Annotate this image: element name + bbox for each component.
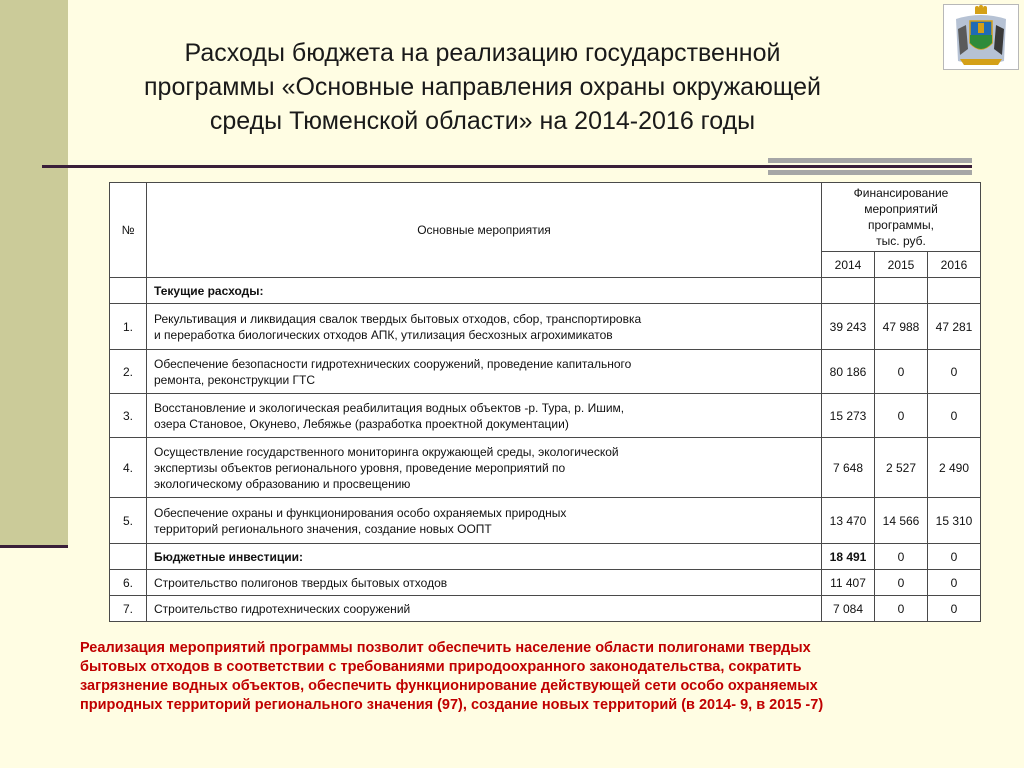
row-description (147, 350, 822, 394)
row-description-line: Обеспечение охраны и функционирования особо охраняемых природных (154, 505, 567, 520)
row-description-line: экспертизы объектов регионального уровня, проведение мероприятий по (154, 460, 566, 475)
row-number: 3. (110, 394, 147, 438)
header-financing-line: Финансирование мероприятий (853, 186, 949, 216)
table-cell (875, 278, 928, 304)
header-year: 2014 (822, 252, 875, 278)
section-row-current (110, 278, 981, 304)
gray-accent-bar (768, 158, 972, 163)
value-2015: 47 988 (875, 304, 928, 350)
value-2015: 0 (875, 596, 928, 622)
value-2015: 14 566 (875, 498, 928, 544)
title-line: среды Тюменской области» на 2014-2016 годы (209, 107, 756, 135)
gray-accent-bar (768, 170, 972, 175)
summary-line: загрязнение водных объектов, обеспечить функционирование действующей сети особо охраняемых (80, 678, 818, 694)
table-row (110, 350, 981, 394)
coat-of-arms-icon (943, 4, 1019, 70)
row-description-line: Обеспечение безопасности гидротехнических сооружений, проведение капитального (154, 356, 632, 371)
row-description-line: территорий регионального значения, создание новых ООПТ (154, 521, 492, 536)
row-description (147, 438, 822, 498)
table-cell (822, 278, 875, 304)
row-number: 2. (110, 350, 147, 394)
row-description (147, 304, 822, 350)
row-number: 5. (110, 498, 147, 544)
row-description: Строительство гидротехнических сооружений (147, 596, 822, 622)
row-number: 1. (110, 304, 147, 350)
value-2016: 0 (928, 394, 981, 438)
row-number: 6. (110, 570, 147, 596)
section-label: Бюджетные инвестиции: (147, 544, 822, 570)
section-label: Текущие расходы: (147, 278, 822, 304)
table-cell (928, 278, 981, 304)
left-band-rule (0, 545, 68, 548)
value-2015: 0 (875, 544, 928, 570)
value-2015: 0 (875, 350, 928, 394)
table-row (110, 596, 981, 622)
row-description-line: Рекультивация и ликвидация свалок твердых бытовых отходов, сбор, транспортировка (154, 311, 642, 326)
summary-line: Реализация мероприятий программы позволит обеспечить население области полигонами твердых (80, 640, 811, 656)
row-description-line: Восстановление и экологическая реабилитация водных объектов -р. Тура, р. Ишим, (154, 400, 625, 415)
value-2016: 0 (928, 544, 981, 570)
row-description-line: ремонта, реконструкции ГТС (154, 372, 316, 387)
value-2016: 15 310 (928, 498, 981, 544)
row-number: 7. (110, 596, 147, 622)
header-activities: Основные мероприятия (147, 183, 822, 278)
title-line: программы «Основные направления охраны окружающей (144, 73, 821, 101)
left-decorative-band (0, 0, 68, 545)
value-2016: 0 (928, 596, 981, 622)
summary-note (80, 639, 980, 715)
header-year: 2016 (928, 252, 981, 278)
row-description-line: озера Становое, Окунево, Лебяжье (разработка проектной документации) (154, 416, 569, 431)
row-number: 4. (110, 438, 147, 498)
page-title (100, 36, 865, 138)
header-year: 2015 (875, 252, 928, 278)
value-2016: 2 490 (928, 438, 981, 498)
table-cell (110, 278, 147, 304)
value-2014: 39 243 (822, 304, 875, 350)
value-2015: 2 527 (875, 438, 928, 498)
value-2015: 0 (875, 394, 928, 438)
value-2016: 47 281 (928, 304, 981, 350)
row-description-line: и переработка биологических отходов АПК, утилизация бесхозных агрохимикатов (154, 327, 613, 342)
row-description-line: экологическому образованию и просвещению (154, 476, 411, 491)
table-row (110, 438, 981, 498)
value-2014: 18 491 (822, 544, 875, 570)
row-description: Строительство полигонов твердых бытовых отходов (147, 570, 822, 596)
summary-line: бытовых отходов в соответствии с требованиями природоохранного законодательства, сократить (80, 659, 802, 675)
title-line: Расходы бюджета на реализацию государственной (184, 39, 781, 67)
row-description (147, 498, 822, 544)
value-2014: 13 470 (822, 498, 875, 544)
header-financing (822, 183, 981, 252)
table-row (110, 304, 981, 350)
table-cell (110, 544, 147, 570)
row-description (147, 394, 822, 438)
title-divider (42, 165, 972, 168)
row-description-line: Осуществление государственного мониторинга окружающей среды, экологической (154, 444, 619, 459)
table-row (110, 394, 981, 438)
summary-line: природных территорий регионального значения (97), создание новых территорий (в 2014- 9, в 2015 -7) (80, 697, 824, 713)
budget-table (109, 182, 981, 622)
table-row (110, 498, 981, 544)
value-2016: 0 (928, 570, 981, 596)
header-row (110, 183, 981, 252)
value-2014: 15 273 (822, 394, 875, 438)
value-2015: 0 (875, 570, 928, 596)
section-row-investments (110, 544, 981, 570)
header-financing-line: программы, (867, 218, 935, 232)
value-2014: 11 407 (822, 570, 875, 596)
header-number: № (110, 183, 147, 278)
value-2016: 0 (928, 350, 981, 394)
table-row (110, 570, 981, 596)
value-2014: 7 084 (822, 596, 875, 622)
value-2014: 80 186 (822, 350, 875, 394)
value-2014: 7 648 (822, 438, 875, 498)
header-financing-line: тыс. руб. (876, 234, 926, 248)
